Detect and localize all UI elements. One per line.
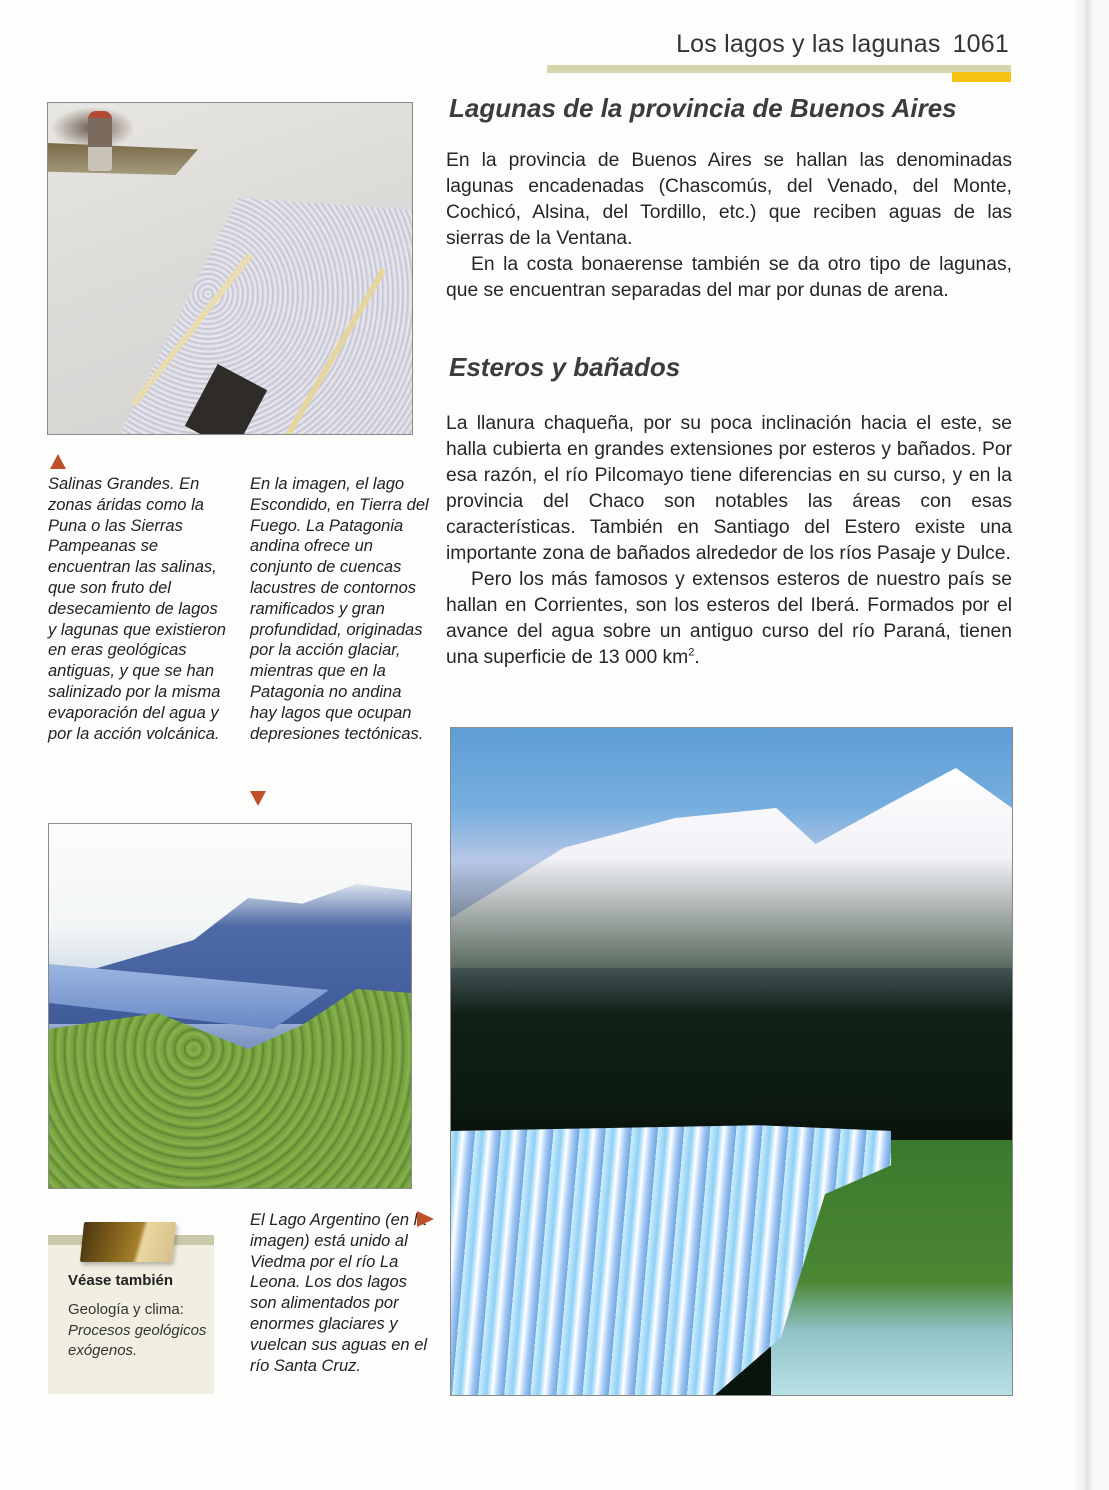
- section-lagunas-body: [446, 148, 1012, 304]
- arrow-up-icon: [50, 454, 66, 469]
- caption-salinas-text: Salinas Grandes. En zonas áridas como la Puna o las Sierras Pampeanas se encuentran las salinas, que son fruto del desecamiento de lagos y lagunas que existieron en eras geológicas antiguas, y que se han salinizado por la misma evaporación del agua y por la acción volcánica.: [48, 475, 226, 743]
- paragraph: [446, 567, 1012, 671]
- see-also-topic: Geología y clima:: [68, 1301, 184, 1318]
- salt-worker: [88, 111, 112, 171]
- photo-salinas-grandes: [47, 102, 413, 435]
- caption-lago-argentino-text: El Lago Argentino (en la imagen) está unido al Viedma por el río La Leona. Los dos lagos son alimentados por enormes glaciares y vuelcan sus aguas en el río Santa Cruz.: [250, 1211, 428, 1375]
- see-also-title: Véase también: [68, 1272, 174, 1289]
- snowy-mountains: [451, 768, 1012, 968]
- book-icon: [80, 1222, 176, 1262]
- paragraph: En la costa bonaerense también se da otro tipo de lagunas, que se encuentran separadas del mar por dunas de arena.: [446, 254, 1012, 301]
- paragraph: La llanura chaqueña, por su poca inclinación hacia el este, se halla cubierta en grandes extensiones por esteros y bañados. Por esa razón, el río Pilcomayo tiene diferencias en su curso, y en la provincia del Chaco son notables las áreas con esas características. También en Santiago del Estero existe una importante zona de bañados alrededor de los ríos Pasaje y Dulce.: [446, 413, 1012, 564]
- see-also-body: [68, 1300, 208, 1362]
- header-rule-accent: [952, 72, 1011, 82]
- caption-lago-escondido: [250, 474, 430, 744]
- paragraph: En la provincia de Buenos Aires se hallan las denominadas lagunas encadenadas (Chascomús, del Venado, del Monte, Cochicó, Alsina, del Tordillo, etc.) que reciben aguas de las sierras de la Ventana.: [446, 150, 1012, 249]
- caption-lago-escondido-text: En la imagen, el lago Escondido, en Tierra del Fuego. La Patagonia andina ofrece un conjunto de cuencas lacustres de contornos ramificados y gran profundidad, originadas por la acción glaciar, mientras que en la Patagonia no andina hay lagos que ocupan depresiones tectónicas.: [250, 475, 429, 743]
- photo-lago-escondido: [48, 823, 412, 1189]
- superscript: 2: [688, 646, 695, 659]
- salt-pile: [118, 198, 413, 435]
- caption-salinas: [48, 474, 228, 744]
- page-number: 1061: [952, 30, 1009, 58]
- salt-pool: [48, 143, 198, 175]
- arrow-down-icon: [250, 791, 266, 806]
- photo-glaciar-lago-argentino: [450, 727, 1013, 1396]
- paragraph-text: Pero los más famosos y extensos esteros de nuestro país se hallan en Corrientes, son los esteros del Iberá. Formados por el avance del agua sobre un antiguo curso del río Paraná, tienen una superficie de 13 000 km: [446, 569, 1012, 668]
- page-edge-shadow: [1073, 0, 1109, 1490]
- see-also-link[interactable]: Procesos geológicos exógenos.: [68, 1321, 207, 1359]
- section-esteros-body: [446, 411, 1012, 671]
- arrow-right-icon: [417, 1211, 434, 1227]
- caption-lago-argentino: [250, 1210, 430, 1376]
- heading-lagunas: Lagunas de la provincia de Buenos Aires: [449, 93, 957, 123]
- chapter-title: Los lagos y las lagunas: [676, 30, 941, 58]
- heading-esteros: Esteros y bañados: [449, 352, 681, 382]
- paragraph-tail: .: [694, 647, 700, 668]
- running-header: [676, 30, 1009, 59]
- header-rule: [547, 65, 1011, 73]
